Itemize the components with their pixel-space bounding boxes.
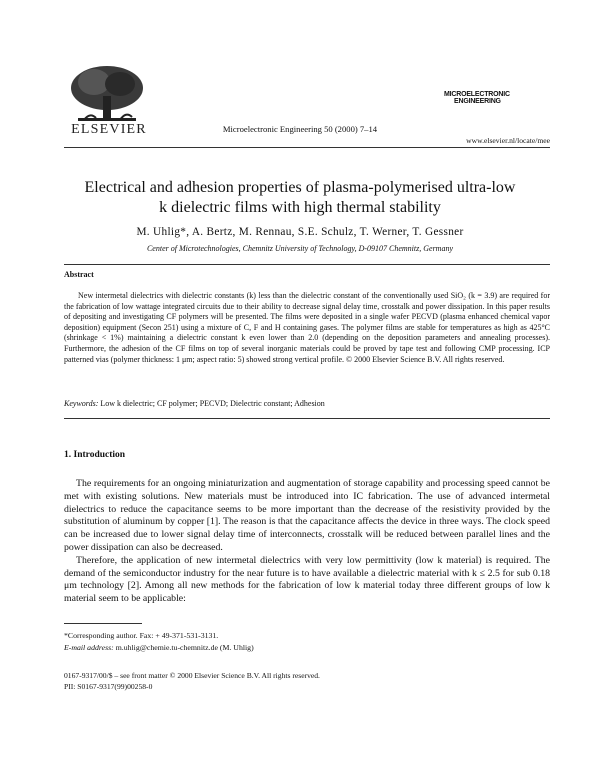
intro-paragraph-2: Therefore, the application of new intermetal dielectrics with very low permittivity (low k material) is required. The demand of the semiconductor industry for the near future is to have available a dielectric material with k ≤ 2.5 for sub 0.18 μm technology [2]. Among all new methods for the fabrication of low k material today three different groups of low k material seem to be applicable: bbox=[64, 554, 550, 605]
abstract-heading: Abstract bbox=[64, 270, 94, 279]
corresponding-author-note: *Corresponding author. Fax: + 49-371-531-3131. bbox=[64, 631, 219, 640]
header-rule bbox=[64, 147, 550, 148]
affiliation: Center of Microtechnologies, Chemnitz University of Technology, D-09107 Chemnitz, Germany bbox=[146, 244, 454, 253]
brand-line-1: MICROELECTRONIC bbox=[444, 91, 510, 98]
abstract-bottom-rule bbox=[64, 418, 550, 419]
journal-url[interactable]: www.elsevier.nl/locate/mee bbox=[466, 136, 550, 145]
issn-line: 0167-9317/00/$ – see front matter © 2000 Elsevier Science B.V. All rights reserved. bbox=[64, 671, 320, 680]
journal-brand bbox=[444, 91, 544, 105]
pii-line: PII: S0167-9317(99)00258-0 bbox=[64, 682, 153, 691]
section-heading-introduction: 1. Introduction bbox=[64, 450, 126, 460]
article-title bbox=[40, 178, 560, 218]
authors: M. Uhlig*, A. Bertz, M. Rennau, S.E. Schulz, T. Werner, T. Gessner bbox=[136, 226, 464, 238]
email-label: E-mail address: bbox=[64, 643, 114, 652]
footnote-rule bbox=[64, 623, 142, 624]
keywords-list: Low k dielectric; CF polymer; PECVD; Dielectric constant; Adhesion bbox=[100, 399, 325, 408]
intro-paragraph-1: The requirements for an ongoing miniaturization and augmentation of storage capability and processing speed cannot be met with existing solutions. New materials must be introduced into IC fabrication. The use of advanced intermetal dielectrics to reduce the capacitance seems to be more important than the decrease of the resistivity provided by the substitution of aluminum by copper [1]. The reason is that the capacitance affects the device in three ways. The clock speed can be increased due to lower signal delay time of interconnects, crosstalk will be reduced between parallel lines and the power dissipation can also be decreased. bbox=[64, 478, 550, 553]
elsevier-tree-logo bbox=[64, 62, 150, 126]
publisher-name: ELSEVIER bbox=[71, 122, 147, 137]
abstract-body bbox=[64, 291, 550, 365]
introduction-body bbox=[64, 478, 550, 606]
title-line-1: Electrical and adhesion properties of plasma-polymerised ultra-low bbox=[84, 179, 516, 196]
email-address[interactable]: m.uhlig@chemie.tu-chemnitz.de (M. Uhlig) bbox=[115, 643, 254, 652]
brand-line-2: ENGINEERING bbox=[454, 98, 501, 105]
abstract-top-rule bbox=[64, 264, 550, 265]
email-note bbox=[64, 643, 550, 652]
abstract-text: New intermetal dielectrics with dielectric constants (k) less than the dielectric constant of the conventionally used SiO₂ (k = 3.9) are required for the fabrication of low wattage integrated circuits due to their ability to decrease signal delay time, crosstalk and power dissipation. In this paper results of depositing and investigating CF polymers will be presented. The films were deposited in a single wafer PECVD (plasma enhanced chemical vapor deposition) equipment (Secon 251) using a mixture of C, F and H containing gases. The polymer films are stable for temperatures as high as 425°C (shrinkage < 1%) maintaining a dielectric constant k even lower than 2.0 (depending on the deposition parameters and annealing processes). Furthermore, the adhesion of the CF films on top of several inorganic materials could be proved by tape test and following CMP processing. ICP patterned vias (polymer thickness: 1 μm; aspect ratio: 5) showed strong vertical profile. © 2000 Elsevier Science B.V. All rights reserved. bbox=[64, 291, 550, 364]
keywords-label: Keywords: bbox=[64, 399, 99, 408]
keywords bbox=[64, 399, 550, 408]
journal-citation: Microelectronic Engineering 50 (2000) 7–14 bbox=[222, 124, 378, 134]
title-line-2: k dielectric films with high thermal stability bbox=[159, 199, 441, 216]
